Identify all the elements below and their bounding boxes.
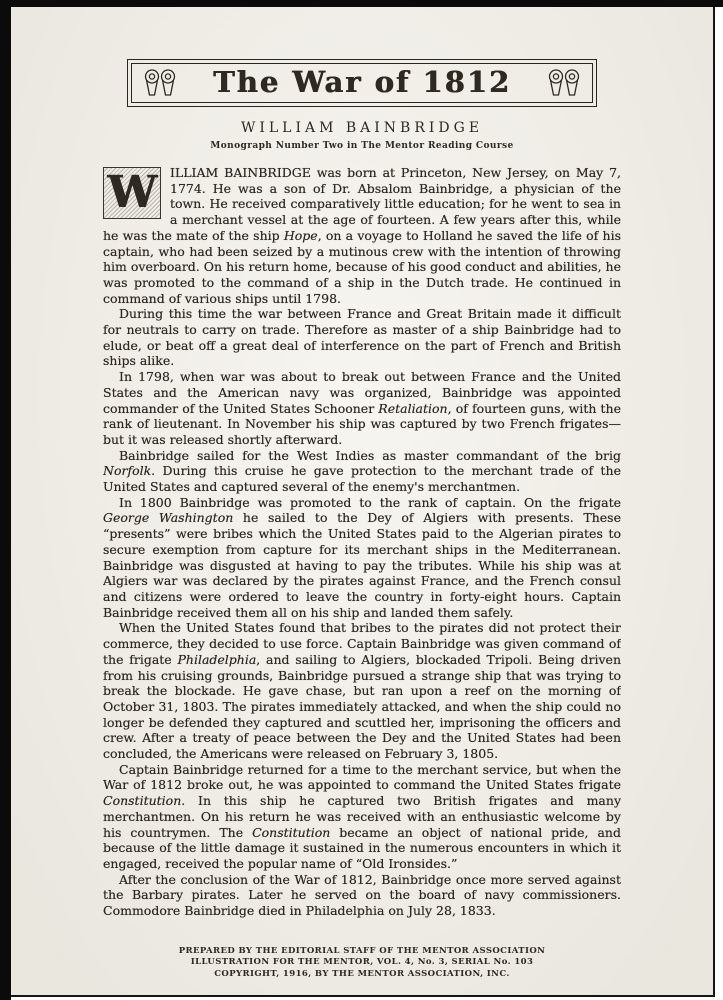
footer-line: ILLUSTRATION FOR THE MENTOR, VOL. 4, No. 3, SERIAL No. 103: [190, 957, 534, 967]
scan-edge-top: [0, 0, 723, 7]
italic-text: Constitution: [103, 793, 182, 809]
paragraph: [103, 165, 621, 306]
title-banner: [127, 59, 597, 107]
text-run: During this time the war between France and Great Britain made it difficult for neutrals to carry on trade. Therefore as master of a ship Bainbridge had to elude, or beat off a great deal of interference on the part of French and British ships alike.: [103, 306, 621, 369]
italic-text: Hope: [283, 227, 318, 243]
text-run: , on a voyage to Holland he saved the life of his captain, who had been seized by a mutinous crew with the intention of throwing him overboard. On his return home, because of his good conduct and abilities, he was promoted to the command of a ship in the Dutch trade. He continued in command of various ships until 1798.: [103, 227, 621, 306]
paragraph: [103, 369, 621, 448]
text-run: In 1798, when war was about to break out between France and the United States and the American navy was organized, Bainbridge was appointed commander of the United States Schooner: [103, 369, 621, 416]
paragraph: [103, 306, 621, 369]
text-run: , and sailing to Algiers, blockaded Tripoli. Being driven from his cruising grounds, Bainbridge pursued a strange ship that was trying to break the blockade. He gave chase, but ran upon a reef on the morning of October 31, 1803. The pirates immediately attacked, and when the ship could no longer be defended they captured and scuttled her, imprisoning the officers and crew. After a treaty of peace between the Dey and the United States had been concluded, the Americans were released on February 3, 1805.: [103, 651, 621, 762]
text-run: In 1800 Bainbridge was promoted to the rank of captain. On the frigate: [119, 494, 621, 510]
article-title: WILLIAM BAINBRIDGE: [240, 120, 484, 136]
banner-title: The War of 1812: [212, 64, 512, 99]
paragraph: [103, 620, 621, 761]
text-run: Bainbridge sailed for the West Indies as master commandant of the brig: [119, 447, 621, 463]
footer: [11, 946, 713, 981]
text-run: . During this cruise he gave protection to the merchant trade of the United States and captured several of the enemy's merchantmen.: [103, 463, 621, 495]
paragraph: [103, 762, 621, 872]
text-run: After the conclusion of the War of 1812, Bainbridge once more served against the Barbary pirates. Later he served on the board of navy commissioners. Commodore Bainbridge died in Philadelphia on July 28, 1833.: [103, 871, 621, 919]
title-banner-inner: [131, 63, 593, 103]
text-run: Captain Bainbridge returned for a time to the merchant service, but when the War of 1812 broke out, he was appointed to command the United States frigate: [103, 761, 621, 793]
article-body: [103, 165, 621, 927]
article-subtitle: Monograph Number Two in The Mentor Reading Course: [210, 141, 514, 151]
document-page: [11, 7, 715, 997]
text-run: became an object of national pride, and because of the little damage it sustained in the numerous encounters in which it engaged, received the popular name of “Old Ironsides.”: [103, 824, 621, 871]
footer-line: PREPARED BY THE EDITORIAL STAFF OF THE MENTOR ASSOCIATION: [178, 945, 546, 956]
italic-text: Norfolk: [103, 463, 152, 479]
text-run: , of fourteen guns, with the rank of lieutenant. In November his ship was captured by two French frigates—but it was released shortly afterward.: [103, 400, 621, 447]
text-run: . In this ship he captured two British frigates and many merchantmen. On his return he was received with an enthusiastic welcome by his countrymen. The: [103, 793, 621, 840]
paragraph: [103, 872, 621, 919]
text-run: he sailed to the Dey of Algiers with presents. These “presents” were bribes which the United States paid to the Algerian pirates to secure exemption from capture for its merchant ships in the Mediterranean. Bainbridge was disgusted at having to pay the tributes. While his ship was at Algiers war was declared by the pirates against France, and the French consul and citizens were ordered to leave the country in forty-eight hours. Captain Bainbridge received them all on his ship and landed them safely.: [103, 510, 621, 620]
italic-text: Retaliation: [378, 400, 448, 416]
scroll-ornament-icon: [546, 67, 582, 99]
paragraph: [103, 448, 621, 495]
italic-text: Philadelphia: [177, 651, 257, 667]
scan-edge-left: [0, 0, 11, 1000]
text-run: ILLIAM BAINBRIDGE was born at Princeton, New Jersey, on May 7, 1774. He was a son of Dr. Absalom Bainbridge, a physician of the town. He received comparatively little education; for he went to sea in a merchant vessel at the age of fourteen. A few years after this, while he was the mate of the ship: [103, 165, 621, 243]
text-run: When the United States found that bribes to the pirates did not protect their commerce, they decided to use force. Captain Bainbridge was given command of the frigate: [103, 620, 621, 667]
italic-text: George Washington: [103, 510, 234, 526]
footer-line: COPYRIGHT, 1916, BY THE MENTOR ASSOCIATION, INC.: [214, 968, 510, 979]
drop-cap: W: [103, 167, 161, 219]
italic-text: Constitution: [252, 824, 331, 840]
scroll-ornament-icon: [142, 67, 178, 99]
paragraph: [103, 495, 621, 621]
